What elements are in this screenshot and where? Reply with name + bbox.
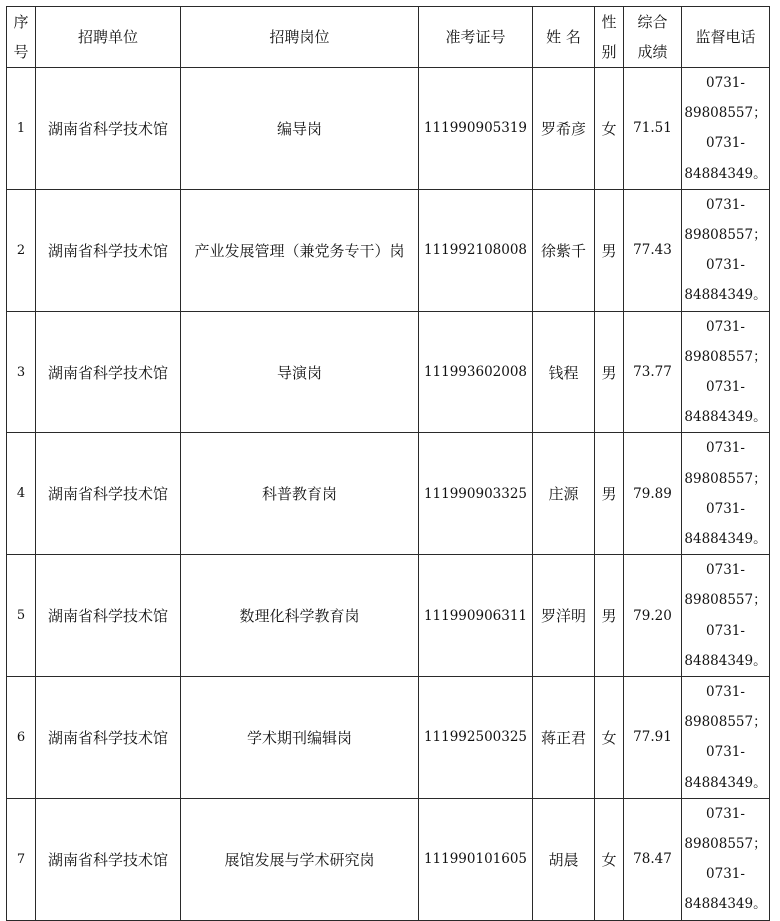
cell-score: 77.91 bbox=[624, 677, 682, 799]
cell-score: 71.51 bbox=[624, 68, 682, 190]
cell-score: 77.43 bbox=[624, 189, 682, 311]
phone-line: 84884349。 bbox=[684, 774, 767, 791]
cell-exam-no: 111990903325 bbox=[419, 433, 533, 555]
cell-exam-no: 111990906311 bbox=[419, 555, 533, 677]
table-row bbox=[7, 433, 770, 555]
phone-line: 0731- bbox=[706, 318, 745, 335]
phone-line: 84884349。 bbox=[684, 652, 767, 669]
cell-position: 导演岗 bbox=[181, 311, 419, 433]
cell-position: 编导岗 bbox=[181, 68, 419, 190]
phone-line: 0731- bbox=[706, 622, 745, 639]
phone-line: 84884349。 bbox=[684, 287, 767, 304]
cell-seq: 7 bbox=[7, 798, 36, 920]
phone-line: 89808557； bbox=[684, 714, 767, 731]
cell-name: 钱程 bbox=[533, 311, 595, 433]
table-row bbox=[7, 311, 770, 433]
table-body bbox=[7, 68, 770, 921]
phone-line: 0731- bbox=[706, 75, 745, 91]
cell-unit: 湖南省科学技术馆 bbox=[36, 555, 181, 677]
cell-exam-no: 111992500325 bbox=[419, 677, 533, 799]
cell-phone bbox=[682, 433, 770, 555]
header-score: 综合 成绩 bbox=[624, 7, 682, 68]
cell-name: 庄源 bbox=[533, 433, 595, 555]
cell-seq: 3 bbox=[7, 311, 36, 433]
phone-line: 84884349。 bbox=[684, 896, 767, 913]
header-gender: 性 别 bbox=[595, 7, 624, 68]
cell-gender: 女 bbox=[595, 68, 624, 190]
cell-name: 蒋正君 bbox=[533, 677, 595, 799]
phone-line: 0731- bbox=[706, 379, 745, 396]
recruitment-results-table bbox=[6, 6, 770, 921]
cell-phone bbox=[682, 555, 770, 677]
cell-gender: 女 bbox=[595, 798, 624, 920]
cell-position: 产业发展管理（兼党务专干）岗 bbox=[181, 189, 419, 311]
cell-gender: 女 bbox=[595, 677, 624, 799]
phone-line: 0731- bbox=[706, 257, 745, 274]
header-row bbox=[7, 7, 770, 68]
table-row bbox=[7, 798, 770, 920]
cell-exam-no: 111992108008 bbox=[419, 189, 533, 311]
phone-line: 0731- bbox=[706, 196, 745, 213]
cell-phone bbox=[682, 189, 770, 311]
cell-gender: 男 bbox=[595, 555, 624, 677]
cell-seq: 6 bbox=[7, 677, 36, 799]
cell-unit: 湖南省科学技术馆 bbox=[36, 677, 181, 799]
cell-gender: 男 bbox=[595, 433, 624, 555]
phone-line: 0731- bbox=[706, 562, 745, 579]
phone-line: 0731- bbox=[706, 440, 745, 457]
cell-unit: 湖南省科学技术馆 bbox=[36, 798, 181, 920]
cell-phone bbox=[682, 311, 770, 433]
phone-line: 89808557； bbox=[684, 227, 767, 244]
phone-line: 89808557； bbox=[684, 105, 767, 122]
cell-score: 73.77 bbox=[624, 311, 682, 433]
cell-name: 胡晨 bbox=[533, 798, 595, 920]
phone-line: 0731- bbox=[706, 500, 745, 517]
cell-phone bbox=[682, 677, 770, 799]
phone-line: 0731- bbox=[706, 805, 745, 822]
phone-line: 0731- bbox=[706, 744, 745, 761]
cell-name: 罗洋明 bbox=[533, 555, 595, 677]
cell-seq: 5 bbox=[7, 555, 36, 677]
phone-line: 89808557； bbox=[684, 348, 767, 365]
cell-gender: 男 bbox=[595, 189, 624, 311]
cell-gender: 男 bbox=[595, 311, 624, 433]
phone-line: 0731- bbox=[706, 866, 745, 883]
cell-seq: 2 bbox=[7, 189, 36, 311]
table-row bbox=[7, 189, 770, 311]
cell-score: 79.89 bbox=[624, 433, 682, 555]
cell-score: 78.47 bbox=[624, 798, 682, 920]
phone-line: 84884349。 bbox=[684, 165, 767, 182]
table-row bbox=[7, 68, 770, 190]
phone-line: 89808557； bbox=[684, 592, 767, 609]
cell-position: 学术期刊编辑岗 bbox=[181, 677, 419, 799]
phone-line: 0731- bbox=[706, 135, 745, 152]
cell-exam-no: 111993602008 bbox=[419, 311, 533, 433]
cell-phone bbox=[682, 68, 770, 190]
cell-name: 罗希彦 bbox=[533, 68, 595, 190]
results-table-container bbox=[6, 6, 770, 921]
table-row bbox=[7, 555, 770, 677]
header-name: 姓 名 bbox=[533, 7, 595, 68]
phone-line: 84884349。 bbox=[684, 409, 767, 426]
cell-position: 数理化科学教育岗 bbox=[181, 555, 419, 677]
cell-position: 展馆发展与学术研究岗 bbox=[181, 798, 419, 920]
cell-exam-no: 111990905319 bbox=[419, 68, 533, 190]
cell-unit: 湖南省科学技术馆 bbox=[36, 68, 181, 190]
header-phone: 监督电话 bbox=[682, 7, 770, 68]
header-position: 招聘岗位 bbox=[181, 7, 419, 68]
cell-phone bbox=[682, 798, 770, 920]
cell-unit: 湖南省科学技术馆 bbox=[36, 311, 181, 433]
table-row bbox=[7, 677, 770, 799]
phone-line: 0731- bbox=[706, 684, 745, 701]
header-unit: 招聘单位 bbox=[36, 7, 181, 68]
phone-line: 84884349。 bbox=[684, 531, 767, 548]
cell-exam-no: 111990101605 bbox=[419, 798, 533, 920]
cell-seq: 1 bbox=[7, 68, 36, 190]
cell-unit: 湖南省科学技术馆 bbox=[36, 189, 181, 311]
cell-seq: 4 bbox=[7, 433, 36, 555]
header-exam-no: 准考证号 bbox=[419, 7, 533, 68]
cell-name: 徐紫千 bbox=[533, 189, 595, 311]
cell-score: 79.20 bbox=[624, 555, 682, 677]
header-seq: 序 号 bbox=[7, 7, 36, 68]
cell-unit: 湖南省科学技术馆 bbox=[36, 433, 181, 555]
cell-position: 科普教育岗 bbox=[181, 433, 419, 555]
phone-line: 89808557； bbox=[684, 836, 767, 853]
phone-line: 89808557； bbox=[684, 470, 767, 487]
